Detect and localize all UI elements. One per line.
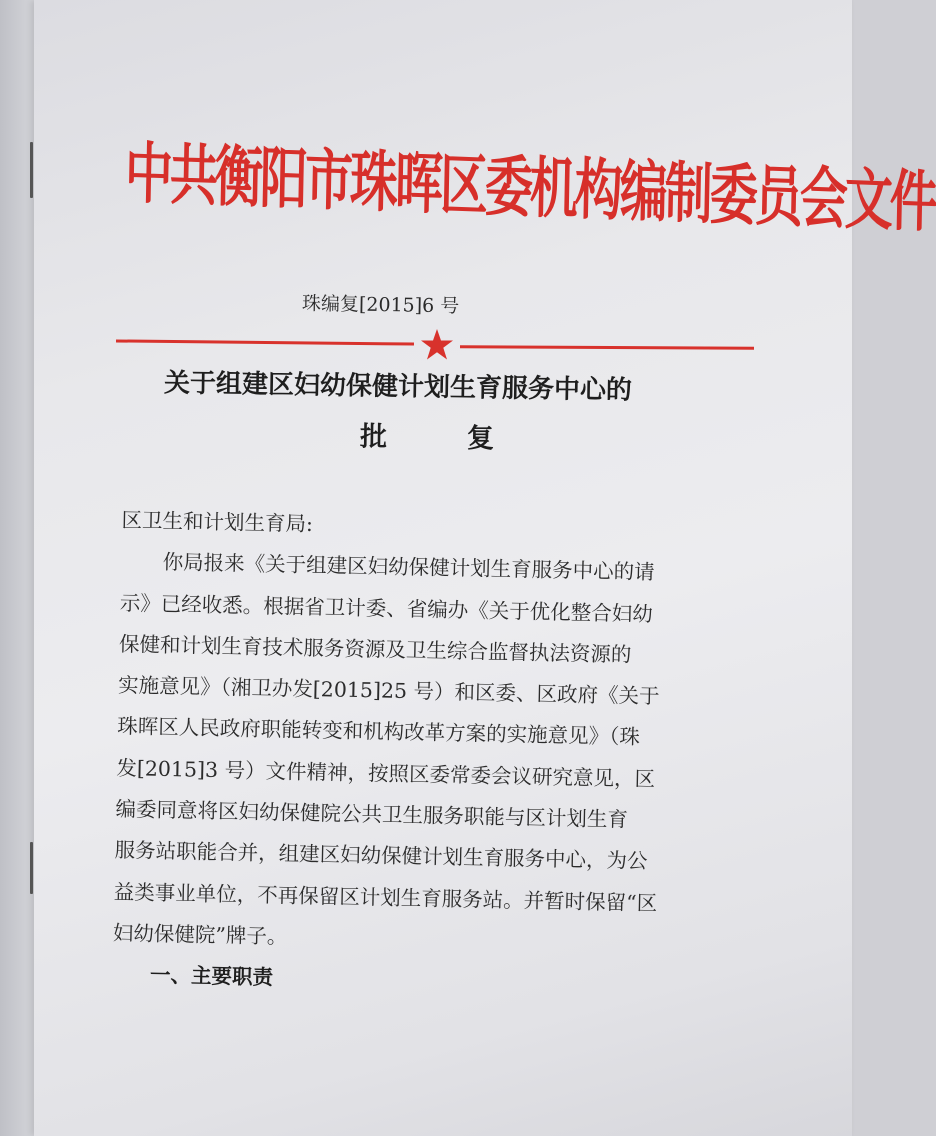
body-line: 示》已经收悉。根据省卫计委、省编办《关于优化整合妇幼 <box>119 590 653 626</box>
body-line: 实施意见》（湘卫办发[2015]25 号）和区委、区政府《关于 <box>117 673 660 709</box>
body-line: 发[2015]3 号）文件精神，按照区委常委会议研究意见，区 <box>116 755 656 792</box>
staple-mark <box>30 842 33 894</box>
addressee: 区卫生和计划生育局: <box>121 507 314 537</box>
red-header-title: 中共衡阳市珠晖区委机构编制委员会文件 <box>124 135 936 242</box>
body-line: 益类事业单位，不再保留区计划生育服务站。并暂时保留“区 <box>113 879 658 915</box>
document-number: 珠编复[2015]6 号 <box>301 292 460 318</box>
body-line: 妇幼保健院”牌子。 <box>112 920 288 949</box>
body-line: 珠晖区人民政府职能转变和机构改革方案的实施意见》（珠 <box>117 714 641 750</box>
body-line: 你局报来《关于组建区妇幼保健计划生育服务中心的请 <box>162 550 655 585</box>
body-line: 服务站职能合并，组建区妇幼保健计划生育服务中心，为公 <box>114 838 648 874</box>
red-star-icon <box>420 328 454 362</box>
section-heading: 一、主要职责 <box>149 962 274 990</box>
body-line: 编委同意将区妇幼保健院公共卫生服务职能与区计划生育 <box>115 797 629 832</box>
document-body <box>112 500 762 1009</box>
staple-mark <box>30 142 33 198</box>
document-title: 关于组建区妇幼保健计划生育服务中心的 <box>163 368 633 406</box>
document-title-reply: 批复 <box>359 421 575 456</box>
body-line: 保健和计划生育技术服务资源及卫生综合监督执法资源的 <box>118 631 632 667</box>
